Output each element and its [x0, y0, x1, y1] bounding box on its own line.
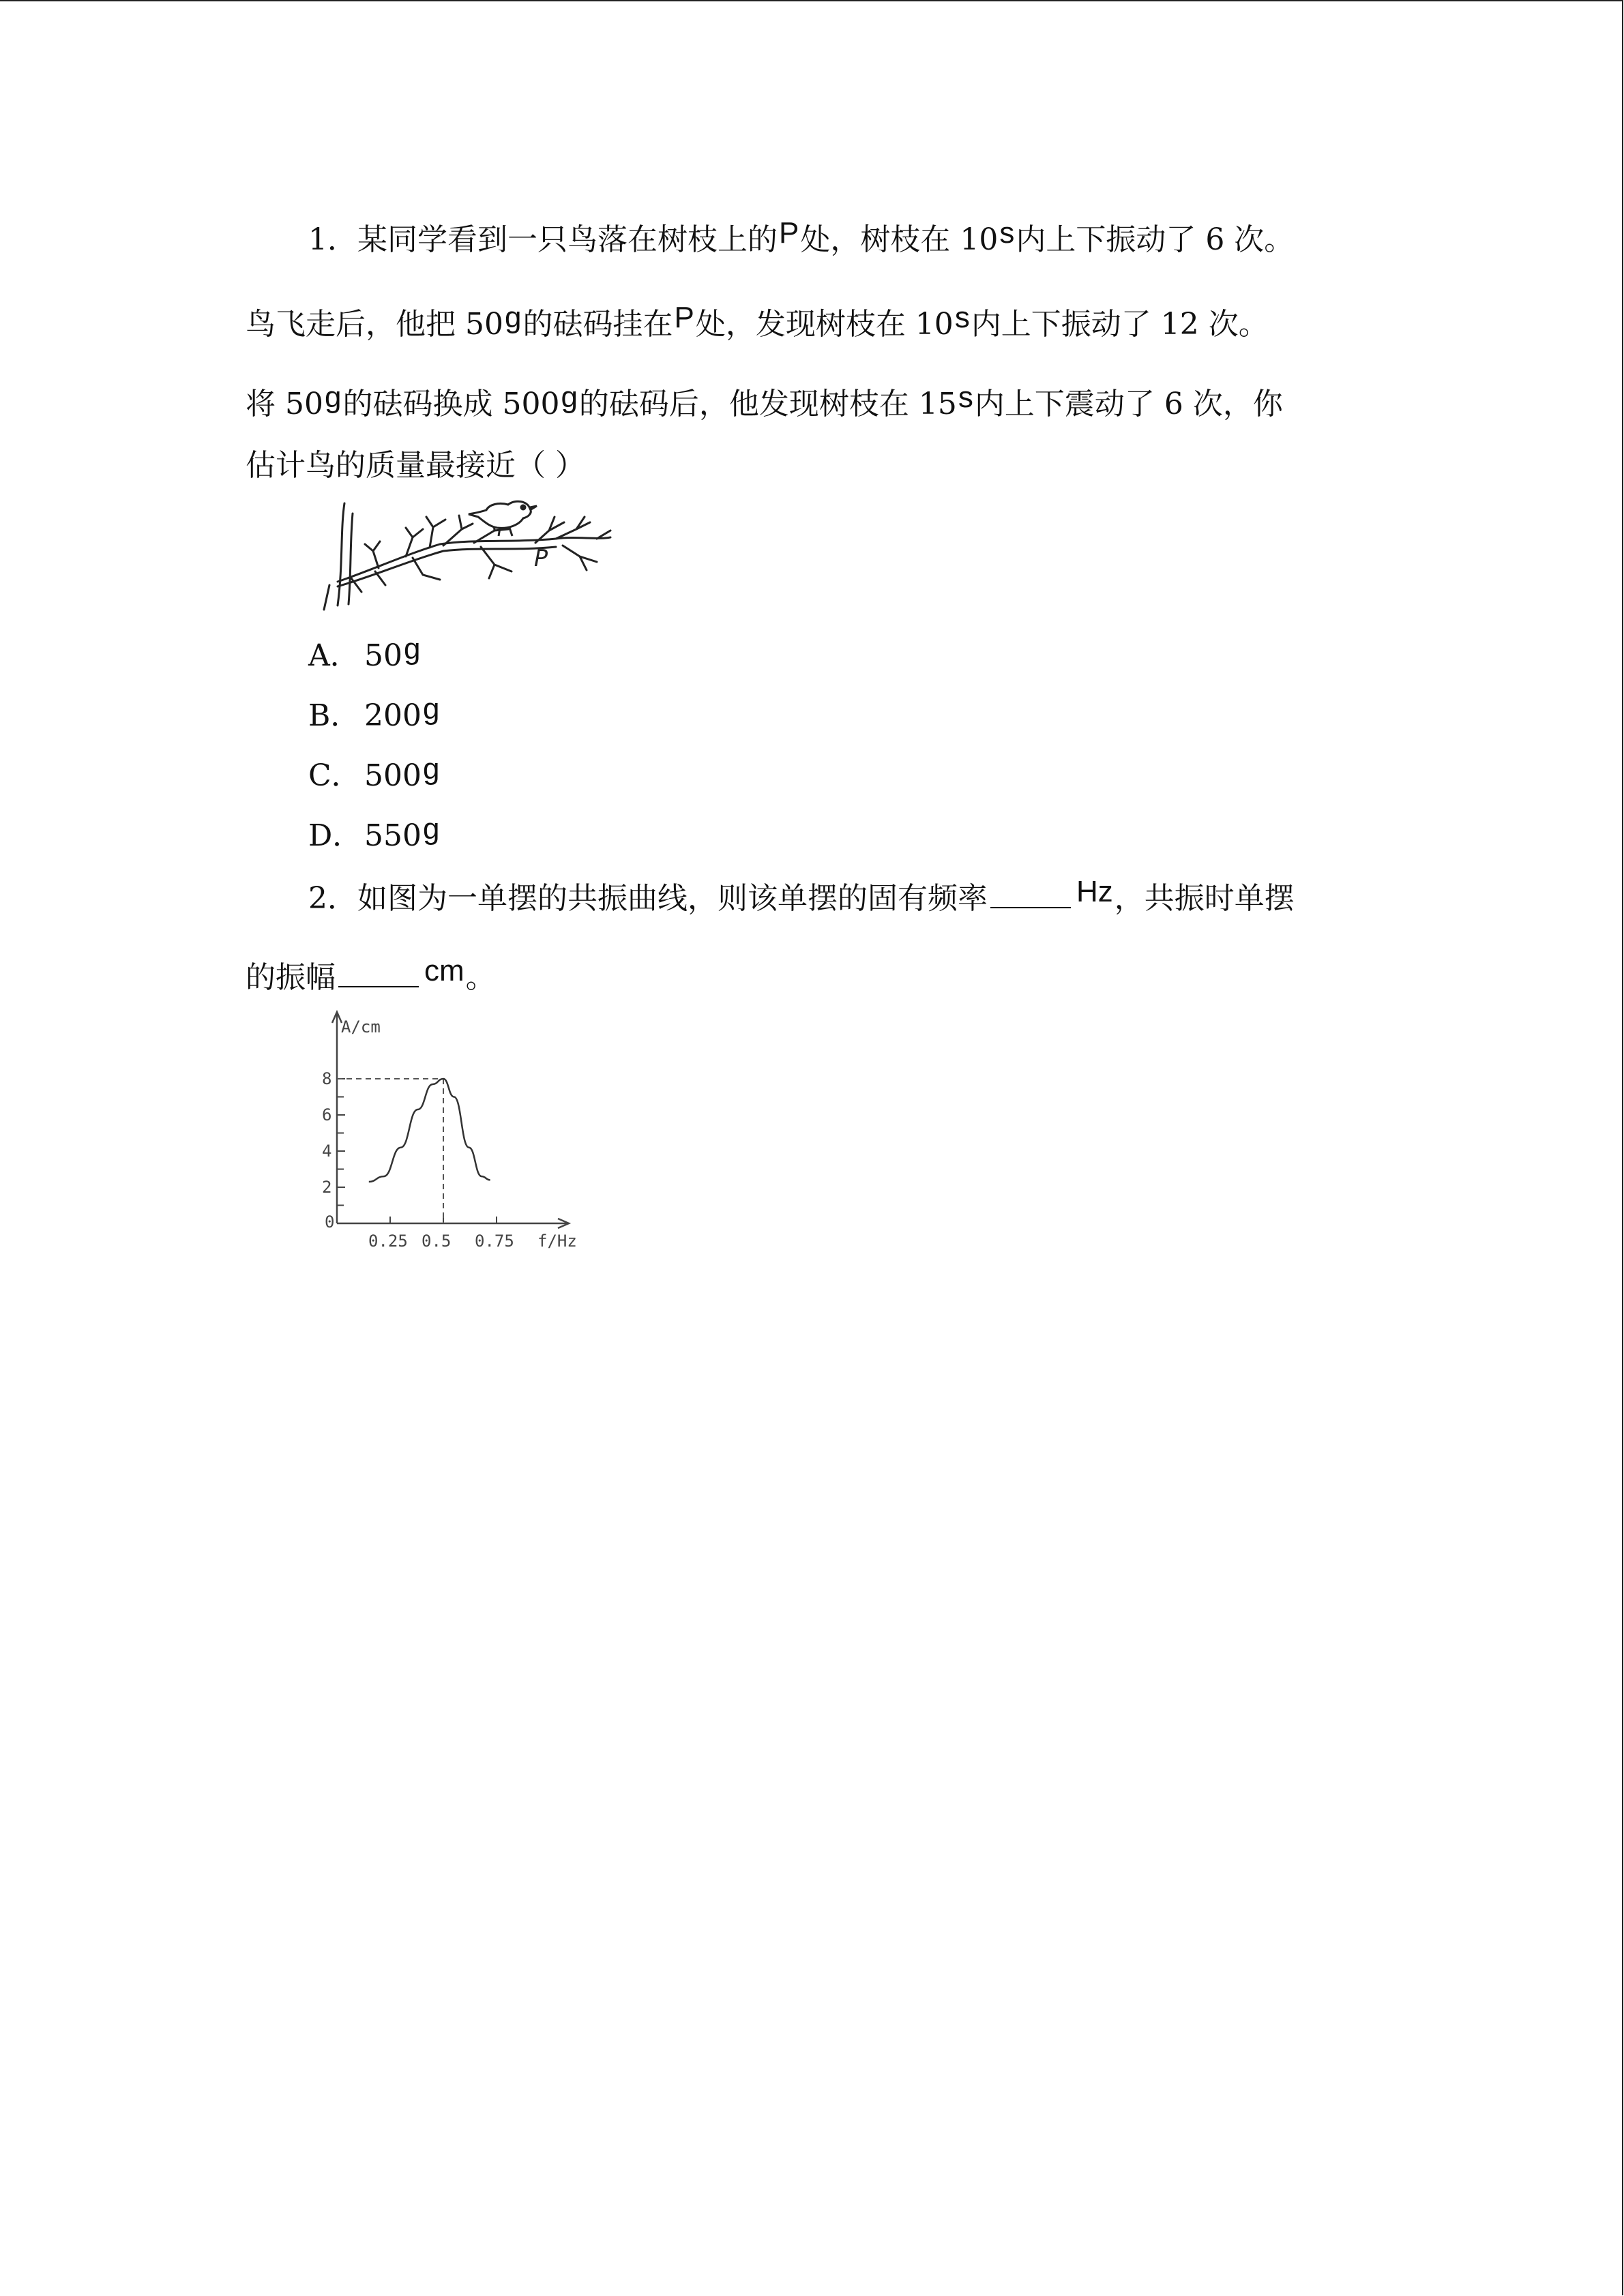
q1-text: 内上下振动了 6 次。 — [1016, 222, 1295, 257]
unit-label: g — [504, 301, 522, 334]
q1-text: 估计鸟的质量最接近（ ） — [246, 448, 585, 483]
option-d[interactable] — [308, 812, 441, 856]
q2-text: 的振幅 — [246, 960, 336, 995]
unit-label: s — [954, 301, 970, 334]
q2-line-1 — [308, 875, 1295, 919]
unit-label: s — [958, 381, 973, 414]
q1-line-2 — [246, 301, 1269, 345]
unit-label: s — [999, 216, 1015, 250]
option-value: 50 — [364, 638, 402, 673]
q1-number: 1． — [308, 222, 357, 257]
q1-line-3 — [246, 381, 1283, 425]
answer-blank-frequency[interactable] — [990, 880, 1071, 908]
option-letter: B． — [308, 698, 361, 733]
x-tick-label: 0.25 — [368, 1232, 408, 1251]
x-tick-label: 0.5 — [422, 1232, 452, 1251]
option-value: 200 — [364, 698, 422, 733]
y-tick-label: 2 — [322, 1178, 332, 1197]
unit-label: g — [422, 692, 440, 726]
bird-branch-figure — [310, 490, 617, 612]
y-axis-label: A/cm — [341, 1017, 381, 1037]
q1-text: 的砝码换成 500 — [342, 387, 560, 421]
unit-label: cm — [424, 954, 464, 987]
q1-line-4 — [246, 445, 585, 486]
q1-text: 将 50 — [246, 387, 323, 421]
option-a[interactable] — [308, 632, 422, 676]
q1-text: 处，树枝在 10 — [800, 222, 999, 257]
q1-text: 内上下振动了 12 次。 — [971, 307, 1269, 342]
unit-label: g — [324, 381, 342, 414]
y-tick-label: 4 — [322, 1142, 332, 1161]
q1-text: 内上下震动了 6 次，你 — [974, 387, 1283, 421]
option-letter: A． — [308, 638, 360, 673]
unit-label: P — [674, 301, 694, 334]
point-p-label: P — [534, 545, 548, 572]
q2-text: 如图为一单摆的共振曲线，则该单摆的固有频率 — [357, 881, 988, 916]
y-tick-label: 8 — [322, 1069, 332, 1088]
option-b[interactable] — [308, 692, 441, 736]
answer-blank-amplitude[interactable] — [338, 959, 419, 987]
option-value: 550 — [364, 818, 422, 853]
option-letter: C． — [308, 758, 361, 793]
q1-text: 某同学看到一只鸟落在树枝上的 — [357, 222, 778, 257]
resonance-curve — [369, 1079, 490, 1182]
option-c[interactable] — [308, 752, 441, 796]
q1-text: 处，发现树枝在 10 — [695, 307, 954, 342]
q2-text: ，共振时单摆 — [1114, 881, 1295, 916]
unit-label: g — [404, 632, 421, 666]
q2-text: 。 — [465, 960, 496, 995]
option-letter: D． — [308, 818, 363, 853]
option-value: 500 — [364, 758, 422, 793]
unit-label: g — [422, 812, 440, 846]
resonance-chart — [321, 1008, 593, 1253]
unit-label: g — [561, 381, 578, 414]
x-tick-label: 0.75 — [475, 1232, 514, 1251]
q2-line-2 — [246, 954, 496, 998]
x-axis-label: f/Hz — [537, 1232, 577, 1251]
y-tick-label: 0 — [325, 1212, 335, 1232]
q1-line-1 — [308, 216, 1295, 260]
y-tick-label: 6 — [322, 1105, 332, 1124]
q1-text: 的砝码挂在 — [522, 307, 673, 342]
q1-text: 的砝码后，他发现树枝在 15 — [578, 387, 957, 421]
unit-label: g — [422, 752, 440, 786]
unit-label: P — [779, 216, 799, 250]
unit-label: Hz — [1076, 875, 1113, 908]
q2-number: 2． — [308, 881, 357, 916]
q1-text: 鸟飞走后，他把 50 — [246, 307, 503, 342]
